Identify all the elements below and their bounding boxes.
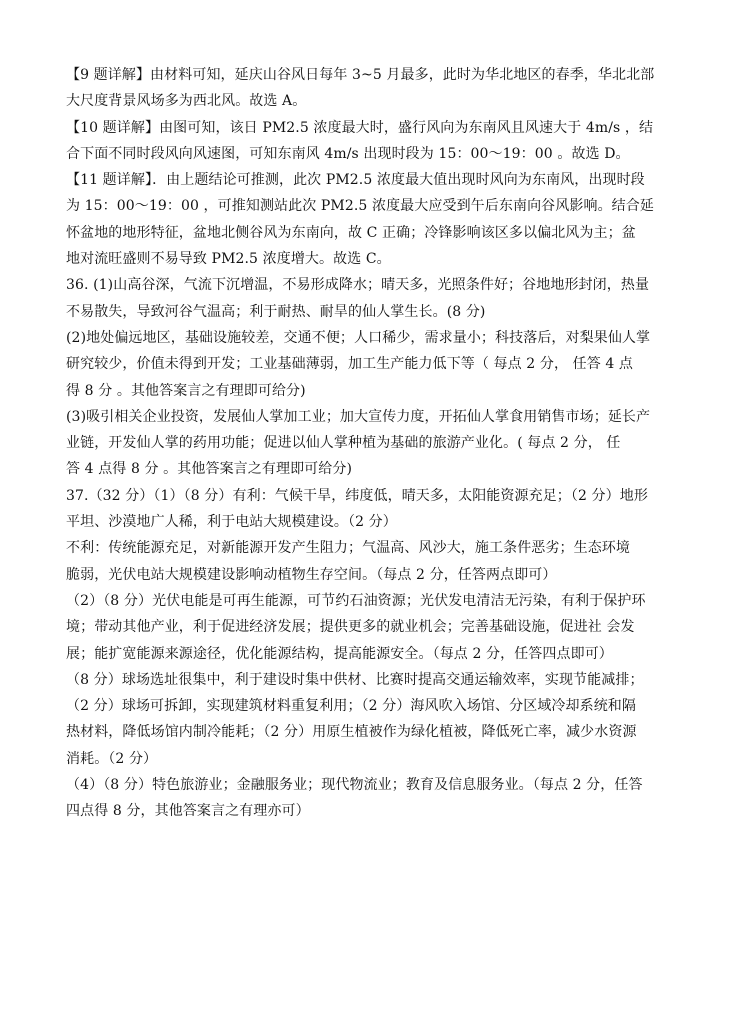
text-line: 展；能扩宽能源来源途径，优化能源结构，提高能源安全。（每点 2 分，任答四点即可） [66, 645, 613, 662]
text-line: 地对流旺盛则不易导致 PM2.5 浓度增大。故选 C。 [66, 251, 391, 268]
text-line: 得 8 分 。其他答案言之有理即可给分) [66, 382, 306, 399]
text-line: 为 15：00～19：00 ，可推知测站此次 PM2.5 浓度最大应受到午后东南向谷风影响。结合延 [66, 198, 654, 215]
text-line: 【9 题详解】由材料可知，延庆山谷风日每年 3~5 月最多，此时为华北地区的春季，华北北部 [66, 67, 655, 83]
text-line: （2 分）球场可拆卸，实现建筑材料重复利用；（2 分）海风吹入场馆、分区域冷却系统和隔 [66, 698, 637, 715]
text-line: 脆弱，光伏电站大规模建设影响动植物生存空间。（每点 2 分，任答两点即可） [66, 566, 557, 583]
text-line: 境；带动其他产业，利于促进经济发展；提供更多的就业机会；完善基础设施，促进社 会发 [66, 619, 635, 636]
text-line: 不利：传统能源充足，对新能源开发产生阻力；气温高、风沙大，施工条件恶劣；生态环境 [66, 540, 630, 557]
text-line: 合下面不同时段风向风速图，可知东南风 4m/s 出现时段为 15：00～19：00 。故选 D。 [66, 145, 630, 162]
text-line: （2）（8 分）光伏电能是可再生能源，可节约石油资源；光伏发电清洁无污染，有利于保护环 [66, 592, 646, 609]
text-line: 四点得 8 分，其他答案言之有理亦可） [66, 803, 310, 820]
text-line: 答 4 点得 8 分 。其他答案言之有理即可给分) [66, 461, 353, 478]
text-line: 大尺度背景风场多为西北风。故选 A。 [66, 93, 307, 110]
text-line: 37.（32 分）（1）（8 分）有利：气候干旱，纬度低，晴天多，太阳能资源充足；（2 分）地形 [66, 487, 648, 504]
text-line: 热材料，降低场馆内制冷能耗；（2 分）用原生植被作为绿化植被，降低死亡率，减少水资源 [66, 724, 637, 741]
text-line: 消耗。（2 分） [66, 750, 158, 767]
text-line: 【11 题详解】．由上题结论可推测，此次 PM2.5 浓度最大值出现时风向为东南风，出现时段 [66, 172, 645, 189]
text-line: (3)吸引相关企业投资，发展仙人掌加工业；加大宣传力度，开拓仙人掌食用销售市场；延长产 [66, 408, 651, 425]
text-line: 研究较少，价值未得到开发；工业基础薄弱，加工生产能力低下等（ 每点 2 分， 任答 4 点 [66, 356, 634, 373]
text-line: 36. (1)山高谷深，气流下沉增温，不易形成降水；晴天多，光照条件好；谷地地形封闭，热量 [66, 277, 650, 294]
text-line: 不易散失，导致河谷气温高；利于耐热、耐旱的仙人掌生长。(8 分) [66, 303, 486, 320]
text-line: （4）（8 分）特色旅游业；金融服务业；现代物流业；教育及信息服务业。（每点 2 分，任答 [66, 777, 643, 794]
text-line: 业链，开发仙人掌的药用功能；促进以仙人掌种植为基础的旅游产业化。( 每点 2 分， 任 [66, 435, 621, 452]
text-line: 【10 题详解】由图可知，该日 PM2.5 浓度最大时，盛行风向为东南风且风速大于 4m/s ，结 [66, 119, 654, 136]
text-line: 怀盆地的地形特征，盆地北侧谷风为东南向，故 C 正确；冷锋影响该区多以偏北风为主；盆 [66, 224, 636, 241]
text-line: (2)地处偏远地区，基础设施较差，交通不便；人口稀少，需求量小；科技落后，对梨果仙人掌 [66, 329, 651, 346]
document-body [66, 62, 666, 825]
text-line: （8 分）球场选址很集中，利于建设时集中供材、比赛时提高交通运输效率，实现节能减排； [66, 671, 644, 688]
text-line: 平坦、沙漠地广人稀，利于电站大规模建设。（2 分） [66, 514, 397, 531]
